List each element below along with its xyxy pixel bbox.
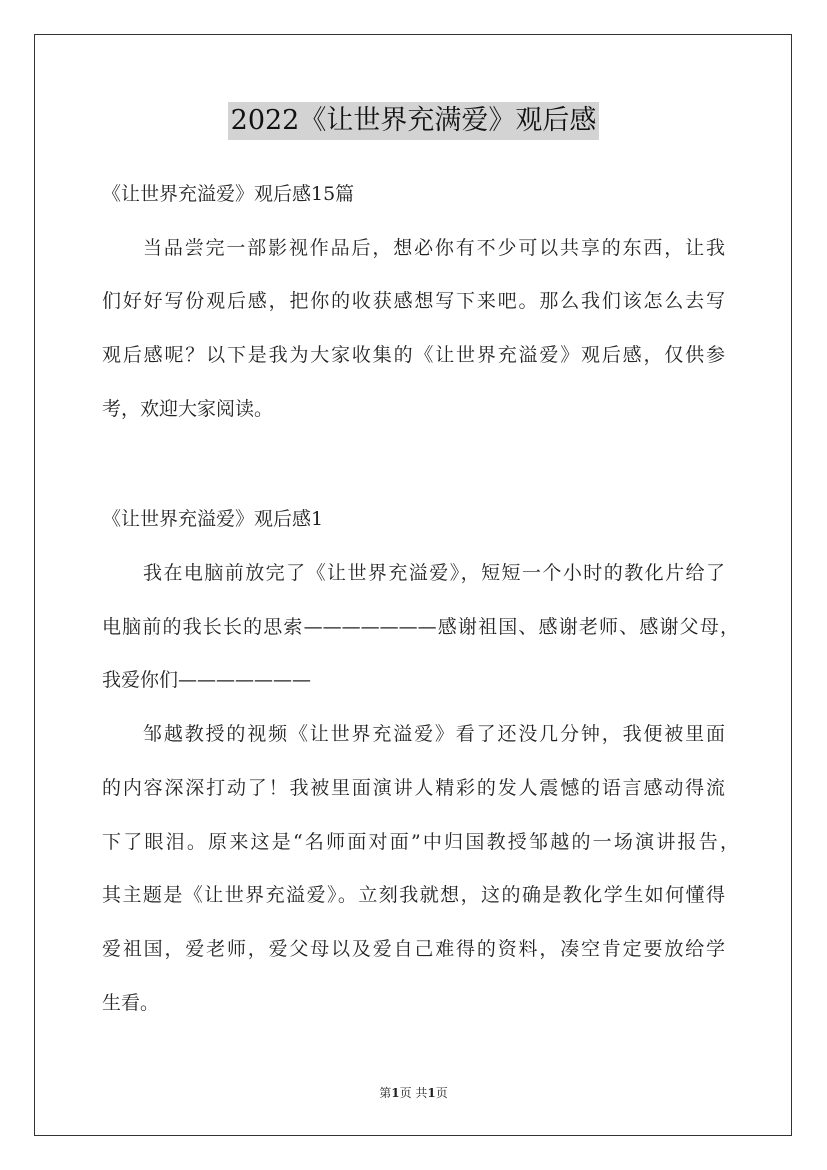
footer-suffix: 页 xyxy=(435,1086,448,1100)
title-wrap xyxy=(0,102,827,140)
intro-line: 们好好写份观后感，把你的收获感想写下来吧。那么我们该怎么去写 xyxy=(102,290,725,312)
paragraph-line: 其主题是《让世界充溢爱》。立刻我就想，这的确是教化学生如何懂得 xyxy=(102,884,725,906)
intro-line: 考，欢迎大家阅读。 xyxy=(102,398,274,420)
paragraph-line: 电脑前的我长长的思索———————感谢祖国、感谢老师、感谢父母， xyxy=(102,616,739,638)
page-footer xyxy=(0,1084,827,1101)
paragraph-line: 下了眼泪。原来这是“名师面对面”中归国教授邹越的一场演讲报告， xyxy=(102,831,739,853)
footer-mid: 页 共 xyxy=(399,1086,428,1100)
document-title: 2022《让世界充满爱》观后感 xyxy=(228,102,600,140)
intro-line: 观后感呢？以下是我为大家收集的《让世界充溢爱》观后感，仅供参 xyxy=(102,344,725,366)
paragraph-line: 我在电脑前放完了《让世界充溢爱》，短短一个小时的教化片给了 xyxy=(143,562,725,584)
paragraph-line: 邹越教授的视频《让世界充溢爱》看了还没几分钟，我便被里面 xyxy=(143,723,725,745)
paragraph-line: 生看。 xyxy=(102,992,160,1014)
paragraph-line: 爱祖国，爱老师，爱父母以及爱自己难得的资料，凑空肯定要放给学 xyxy=(102,938,725,960)
intro-line: 当品尝完一部影视作品后，想必你有不少可以共享的东西，让我 xyxy=(143,237,725,259)
footer-page-number: 1 xyxy=(391,1086,400,1100)
document-subtitle: 《让世界充溢爱》观后感15篇 xyxy=(102,183,355,205)
footer-total-pages: 1 xyxy=(427,1086,436,1100)
paragraph-line: 的内容深深打动了！我被里面演讲人精彩的发人震憾的语言感动得流 xyxy=(102,777,725,799)
section-heading: 《让世界充溢爱》观后感1 xyxy=(102,508,324,530)
paragraph-line: 我爱你们——————— xyxy=(102,669,312,691)
footer-prefix: 第 xyxy=(379,1086,392,1100)
